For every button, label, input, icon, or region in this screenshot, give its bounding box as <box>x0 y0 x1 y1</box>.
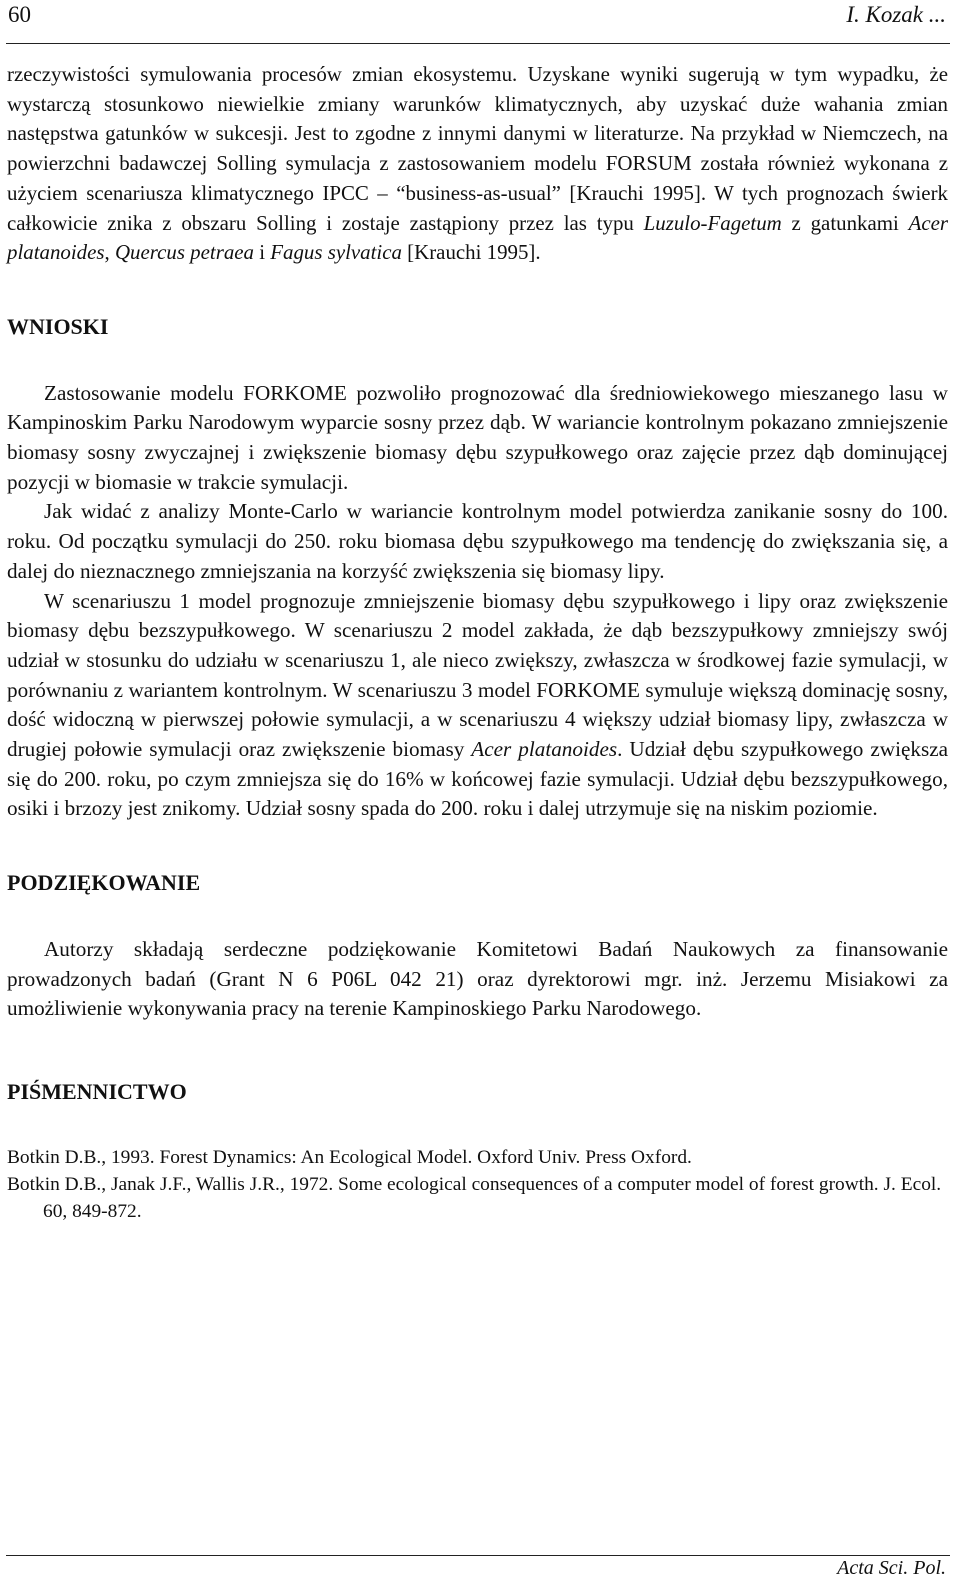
intro-taxon-luzulo-fagetum: Luzulo-Fagetum <box>643 210 782 235</box>
intro-text-3: , <box>104 240 115 265</box>
acknowledgements-paragraph: Autorzy składają serdeczne podziękowanie Komitetowi Badań Naukowych za finansowanie prowadzonych badań (Grant N 6 P06L 042 21) oraz dyrektorowi mgr. inż. Jerzemu Misiakowi za umożliwienie wykonywania pracy na terenie Kampinoskiego Parku Narodowego. <box>7 936 948 1021</box>
conclusions-paragraph-2: Jak widać z analizy Monte-Carlo w wariancie kontrolnym model potwierdza zanikanie sosny do 100. roku. Od początku symulacji do 250. roku biomasa dębu szypułkowego ma tendencję do zwiększania się, a dalej do nieznacznego zmniejszania na korzyść zwiększenia się biomasy lipy. <box>7 499 948 583</box>
acknowledgements-heading: PODZIĘKOWANIE <box>7 870 201 896</box>
intro-text-1: rzeczywistości symulowania procesów zmian ekosystemu. Uzyskane wyniki sugerują w tym wypadku, że wystarczą stosunkowo niewielkie zmiany warunków klimatycznych, aby uzyskać duże wahania zmian następstwa gatunków w sukcesji. Jest to zgodne z innymi danymi w literaturze. Na przykład w Niemczech, na powierzchni badawczej Solling symulacja z zastosowaniem modelu FORSUM została również wykonana z użyciem scenariusza klimatycznego IPCC – “business-as-usual” [Krauchi 1995]. W tych prognozach świerk całkowicie znika z obszaru Solling i zostaje zastąpiony przez las typu <box>7 62 948 235</box>
intro-taxon-fagus: Fagus sylvatica <box>270 240 402 265</box>
conclusions-paragraph-3 <box>7 587 948 825</box>
reference-item: Botkin D.B., Janak J.F., Wallis J.R., 1972. Some ecological consequences of a computer model of forest growth. J. Ecol. 60, 849-872. <box>7 1173 942 1222</box>
references-heading: PIŚMENNICTWO <box>7 1078 187 1104</box>
intro-text-2: z gatunkami <box>781 210 909 235</box>
conclusions-p3-text-b: . Udział dębu szypułkowego zwiększa się do 200. roku, po czym zmniejsza się do 16% w końcowej fazie symulacji. Udział dębu bezszypułkowego, osiki i brzozy jest znikomy. Udział sosny spada do 200. roku i dalej utrzymuje się na niskim poziomie. <box>7 737 949 821</box>
conclusions-p3-text-a: W scenariuszu 1 model prognozuje zmniejszenie biomasy dębu szypułkowego i lipy oraz zwiększenie biomasy dębu bezszypułkowego. W scenariuszu 2 model zakłada, że dąb bezszypułkowy zmniejszy swój udział w stosunku do udziału w scenariuszu 1, ale nieco zwiększy, zwłaszcza w środkowej fazie symulacji, w porównaniu z wariantem kontrolnym. W scenariuszu 3 model FORKOME symuluje większą dominację sosny, dość widoczną w pierwszej połowie symulacji, a w scenariuszu 4 większy udział biomasy lipy, zwłaszcza w drugiej połowie symulacji oraz zwiększenie biomasy <box>7 588 948 762</box>
running-title: I. Kozak ... <box>846 2 946 27</box>
intro-taxon-quercus: Quercus petraea <box>114 240 254 265</box>
header-rule <box>6 43 950 44</box>
intro-taxon-acer: Acer platanoides <box>7 210 949 265</box>
conclusions-paragraph-1: Zastosowanie modelu FORKOME pozwoliło prognozować dla średniowiekowego mieszanego lasu w Kampinoskim Parku Narodowym wyparcie sosny przez dąb. W wariancie kontrolnym pokazano zmniejszenie biomasy sosny zwyczajnej i zwiększenie biomasy dębu szypułkowego oraz zajęcie przez dąb dominującej pozycji w biomasie w trakcie symulacji. <box>7 380 948 494</box>
reference-item: Botkin D.B., 1993. Forest Dynamics: An Ecological Model. Oxford Univ. Press Oxford. <box>7 1146 692 1168</box>
footer-rule <box>6 1555 950 1556</box>
intro-text-5: [Krauchi 1995]. <box>401 240 541 265</box>
page-number: 60 <box>8 2 31 27</box>
conclusions-heading: WNIOSKI <box>7 313 109 339</box>
conclusions-p3-taxon: Acer platanoides <box>471 737 618 762</box>
journal-footer: Acta Sci. Pol. <box>837 1557 946 1579</box>
intro-text-4: i <box>254 240 271 265</box>
page-content <box>7 60 948 1225</box>
intro-paragraph <box>7 60 948 268</box>
